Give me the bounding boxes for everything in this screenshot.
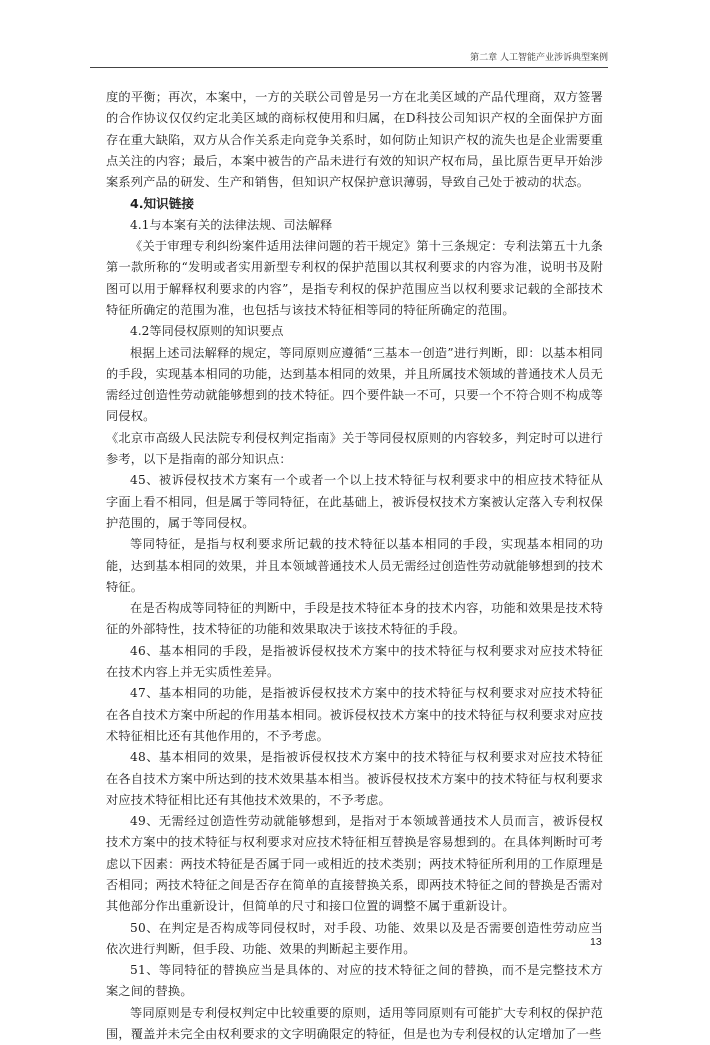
- paragraph-item-48: 48、基本相同的效果，是指被诉侵权技术方案中的技术特征与权利要求对应技术特征在各自技术方案中所达到的技术效果基本相当。被诉侵权技术方案中的技术特征与权利要求对应技术特征相比还有其他技术效果的，不予考虑。: [106, 750, 603, 807]
- subsection-heading-laws: 4.1与本案有关的法律法规、司法解释: [130, 217, 333, 232]
- page-number: 13: [590, 936, 602, 948]
- paragraph-means-function: 在是否构成等同特征的判断中，手段是技术特征本身的技术内容，功能和效果是技术特征的外部特性，技术特征的功能和效果取决于该技术特征的手段。: [106, 601, 603, 637]
- paragraph-regulation: 《关于审理专利纠纷案件适用法律问题的若干规定》第十三条规定：专利法第五十九条第一款所称的“发明或者实用新型专利权的保护范围以其权利要求的内容为准，说明书及附图可以用于解释权利要求的内容”，是指专利权的保护范围应当以权利要求记载的全部技术特征所确定的范围为准，也包括与该技术特征相等同的特征所确定的范围。: [106, 239, 603, 317]
- paragraph-item-49: 49、无需经过创造性劳动就能够想到，是指对于本领域普通技术人员而言，被诉侵权技术方案中的技术特征与权利要求对应技术特征相互替换是容易想到的。在具体判断时可考虑以下因素：两技术特征是否属于同一或相近的技术类别；两技术特征所利用的工作原理是否相同；两技术特征之间是否存在简单的直接替换关系，即两技术特征之间的替换是否需对其他部分作出重新设计，但简单的尺寸和接口位置的调整不属于重新设计。: [106, 814, 603, 914]
- paragraph-continuation: 度的平衡；再次，本案中，一方的关联公司曾是另一方在北美区域的产品代理商，双方签署的合作协议仅仅约定北美区域的商标权使用和归属，在D科技公司知识产权的全面保护方面存在重大缺陷，双方从合作关系走向竞争关系时，如何防止知识产权的流失也是企业需要重点关注的内容；最后，本案中被告的产品未进行有效的知识产权布局，虽比原告更早开始涉案系列产品的研发、生产和销售，但知识产权保护意识薄弱，导致自己处于被动的状态。: [106, 90, 603, 190]
- paragraph-item-50: 50、在判定是否构成等同侵权时，对手段、功能、效果以及是否需要创造性劳动应当依次进行判断，但手段、功能、效果的判断起主要作用。: [106, 920, 603, 956]
- paragraph-item-51: 51、等同特征的替换应当是具体的、对应的技术特征之间的替换，而不是完整技术方案之间的替换。: [106, 963, 603, 999]
- page-body: [106, 87, 603, 1045]
- paragraph-equivalent-feature: 等同特征，是指与权利要求所记载的技术特征以基本相同的手段，实现基本相同的功能，达到基本相同的效果，并且本领域普通技术人员无需经过创造性劳动就能够想到的技术特征。: [106, 537, 603, 594]
- paragraph-item-45: 45、被诉侵权技术方案有一个或者一个以上技术特征与权利要求中的相应技术特征从字面上看不相同，但是属于等同特征，在此基础上，被诉侵权技术方案被认定落入专利权保护范围的，属于等同侵权。: [106, 473, 603, 530]
- running-title: 第二章 人工智能产业涉诉典型案例: [470, 53, 608, 63]
- paragraph-guideline-intro: 《北京市高级人民法院专利侵权判定指南》关于等同侵权原则的内容较多，判定时可以进行参考，以下是指南的部分知识点：: [106, 430, 603, 467]
- paragraph-item-46: 46、基本相同的手段，是指被诉侵权技术方案中的技术特征与权利要求对应技术特征在技术内容上并无实质性差异。: [106, 643, 603, 680]
- paragraph-item-47: 47、基本相同的功能，是指被诉侵权技术方案中的技术特征与权利要求对应技术特征在各自技术方案中所起的作用基本相同。被诉侵权技术方案中的技术特征与权利要求对应技术特征相比还有其他作用的，不予考虑。: [106, 686, 603, 743]
- section-heading-knowledge-link: 4.知识链接: [130, 196, 194, 212]
- running-header: [90, 51, 608, 68]
- paragraph-equivalence-principle: 等同原则是专利侵权判定中比较重要的原则，适用等同原则有可能扩大专利权的保护范围，覆盖并未完全由权利要求的文字明确限定的特征，但是也为专利侵权的认定增加了一些: [106, 1005, 603, 1042]
- subsection-heading-equivalence: 4.2等同侵权原则的知识要点: [130, 324, 284, 339]
- paragraph-three-basics: 根据上述司法解释的规定，等同原则应遵循“三基本一创造”进行判断，即：以基本相同的手段，实现基本相同的功能，达到基本相同的效果，并且所属技术领域的普通技术人员无需经过创造性劳动就能够想到的技术特征。四个要件缺一不可，只要一个不符合则不构成等同侵权。: [106, 345, 603, 424]
